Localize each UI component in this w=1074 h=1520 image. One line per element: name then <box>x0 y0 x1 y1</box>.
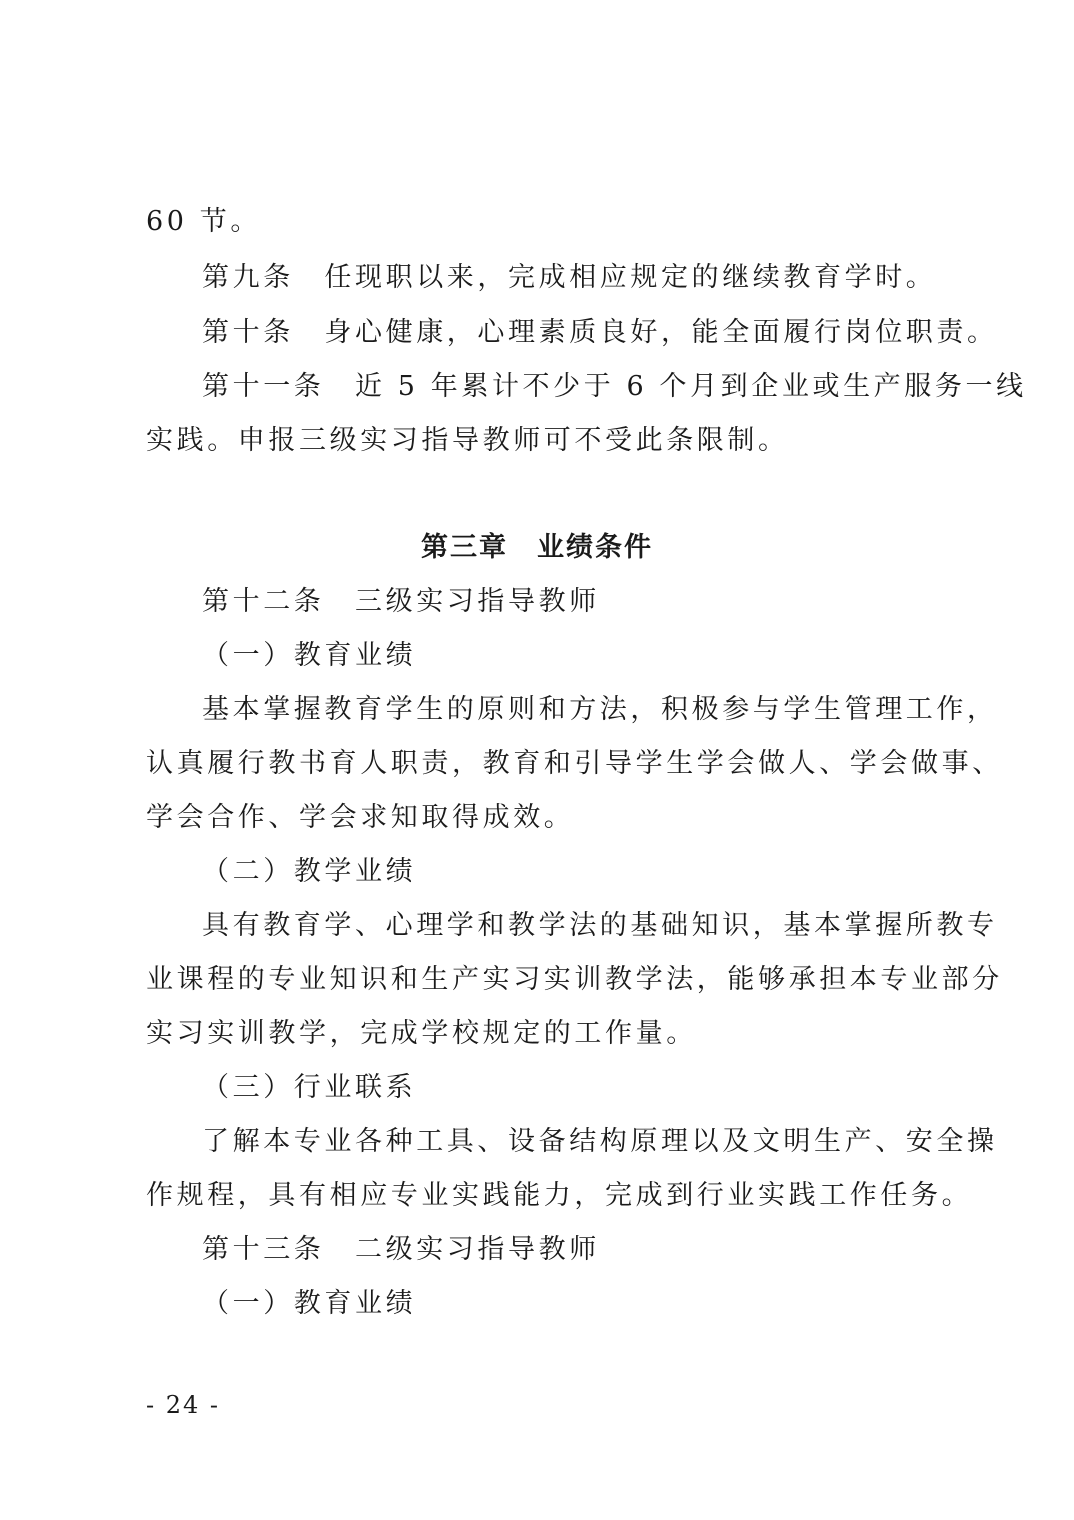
section-heading-industry: （三）行业联系 <box>202 1072 417 1103</box>
article-10: 第十条 身心健康，心理素质良好，能全面履行岗位职责。 <box>202 317 998 348</box>
page-number: - 24 - <box>146 1391 221 1419</box>
article-11: 第十一条 近 5 年累计不少于 6 个月到企业或生产服务一线 <box>202 371 1027 402</box>
paragraph-line: 学会合作、学会求知取得成效。 <box>146 802 575 833</box>
chapter-heading: 第三章 业绩条件 <box>421 532 653 563</box>
paragraph-line: 实习实训教学，完成学校规定的工作量。 <box>146 1018 697 1049</box>
paragraph-line: 业课程的专业知识和生产实习实训教学法，能够承担本专业部分 <box>146 964 1003 995</box>
article-11-continuation: 实践。申报三级实习指导教师可不受此条限制。 <box>146 425 789 456</box>
paragraph-line: 了解本专业各种工具、设备结构原理以及文明生产、安全操 <box>202 1126 998 1157</box>
paragraph-line: 具有教育学、心理学和教学法的基础知识，基本掌握所教专 <box>202 910 998 941</box>
section-heading-teaching: （二）教学业绩 <box>202 856 417 887</box>
section-heading-education: （一）教育业绩 <box>202 640 417 671</box>
text-line-continuation: 60 节。 <box>146 206 261 237</box>
article-12: 第十二条 三级实习指导教师 <box>202 586 600 617</box>
article-13: 第十三条 二级实习指导教师 <box>202 1234 600 1265</box>
paragraph-line: 认真履行教书育人职责，教育和引导学生学会做人、学会做事、 <box>146 748 1003 779</box>
paragraph-line: 作规程，具有相应专业实践能力，完成到行业实践工作任务。 <box>146 1180 973 1211</box>
paragraph-line: 基本掌握教育学生的原则和方法，积极参与学生管理工作， <box>202 694 998 725</box>
article-9: 第九条 任现职以来，完成相应规定的继续教育学时。 <box>202 262 937 293</box>
section-heading-education: （一）教育业绩 <box>202 1288 417 1319</box>
